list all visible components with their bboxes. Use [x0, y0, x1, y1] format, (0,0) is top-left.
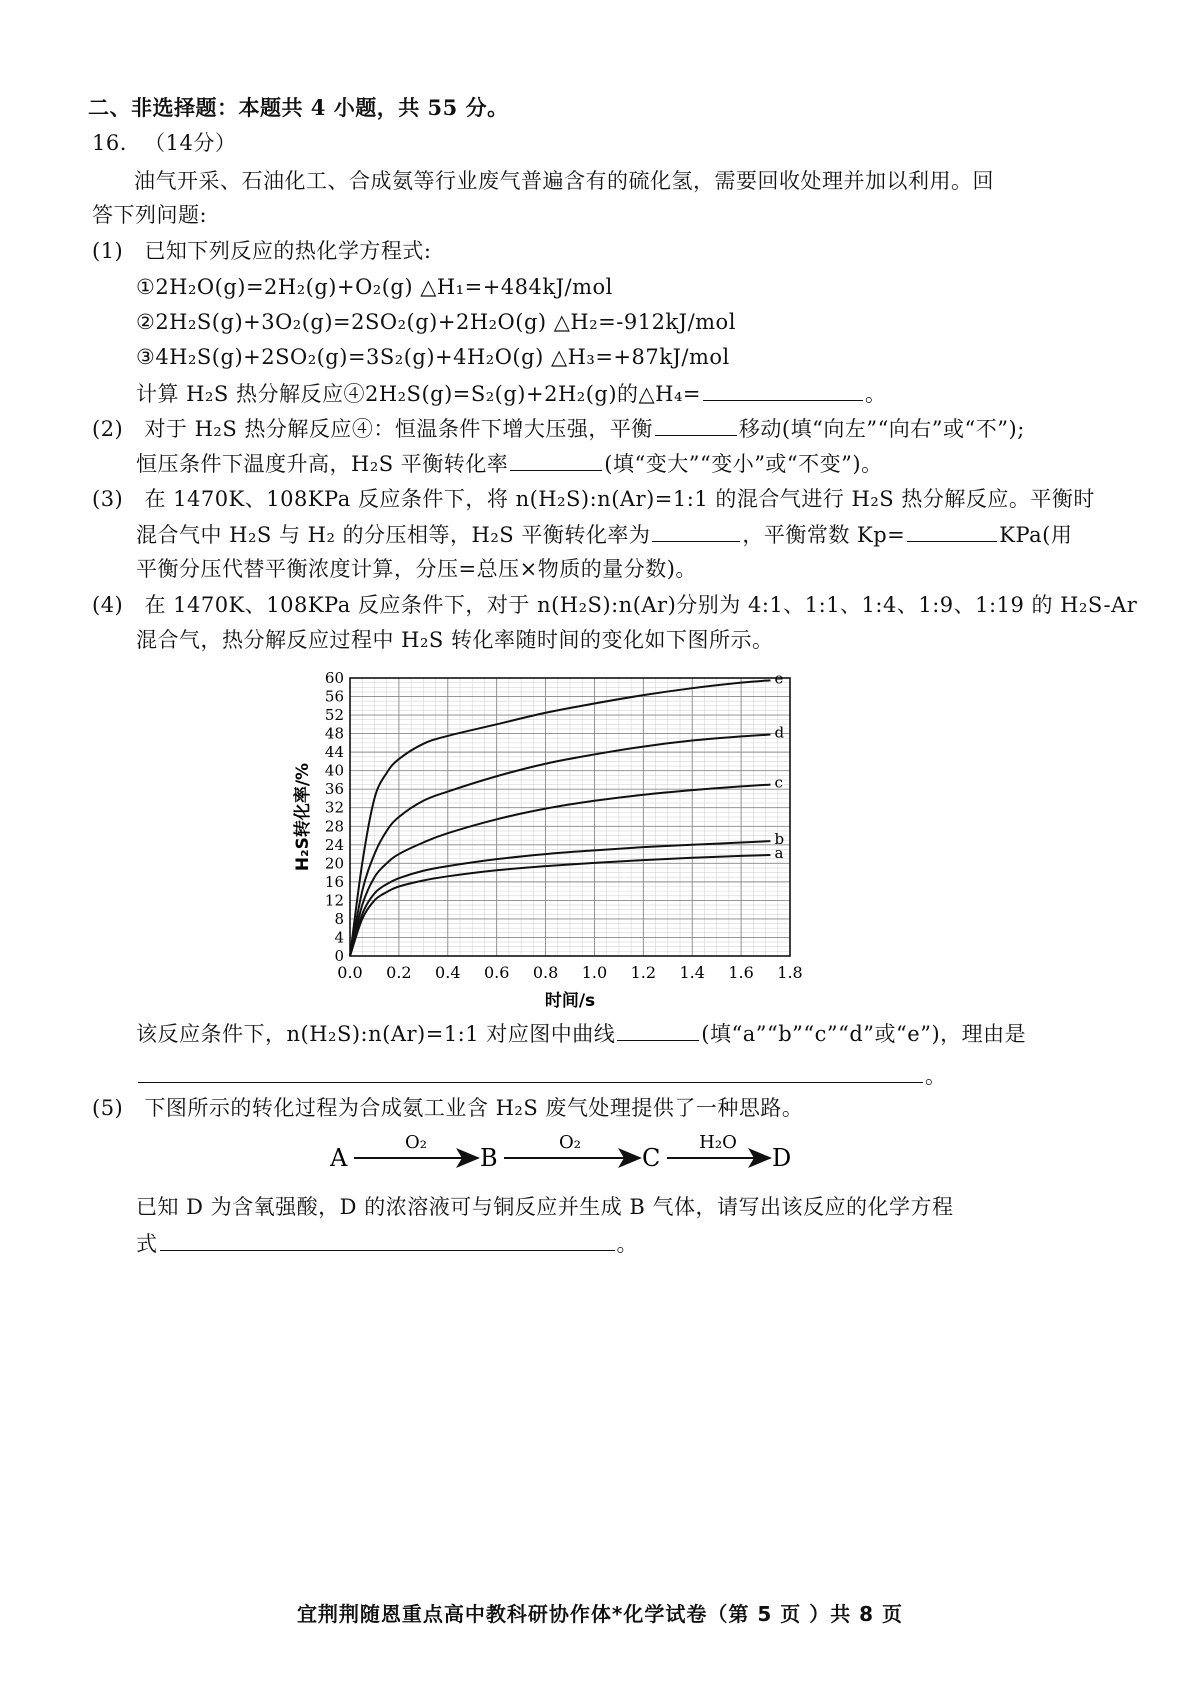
y-tick-label: 28: [324, 817, 344, 836]
y-tick-label: 8: [334, 909, 344, 928]
series-label-c: c: [774, 773, 783, 792]
part-4-reason-line: [136, 1060, 947, 1091]
flow-node-b: B: [480, 1144, 498, 1172]
y-tick-label: 44: [324, 743, 344, 762]
x-axis-title: 时间/s: [544, 991, 596, 1011]
part-2-text-a: 对于 H₂S 热分解反应④：恒温条件下增大压强，平衡: [144, 417, 653, 441]
y-tick-label: 56: [324, 687, 344, 706]
y-tick-label: 12: [324, 891, 344, 910]
y-tick-label: 40: [324, 761, 344, 780]
y-tick-label: 48: [324, 724, 344, 743]
question-num-label: 16.: [92, 131, 127, 155]
equation-2: ②2H₂S(g)+3O₂(g)=2SO₂(g)+2H₂O(g) △H₂=-912kJ/mol: [136, 310, 736, 334]
y-tick-label: 24: [324, 835, 344, 854]
equation-1: ①2H₂O(g)=2H₂(g)+O₂(g) △H₁=+484kJ/mol: [136, 275, 613, 299]
part-1-number: (1): [92, 239, 124, 263]
flow-reagent-2: O₂: [559, 1132, 581, 1153]
part-3-line-1: [92, 484, 1095, 514]
part-4-number: (4): [92, 593, 124, 617]
x-tick-label: 1.6: [728, 963, 754, 982]
flow-reagent-3: H₂O: [699, 1132, 737, 1153]
part-4-line-2: 混合气，热分解反应过程中 H₂S 转化率随时间的变化如下图所示。: [136, 628, 774, 652]
flow-svg: [330, 1128, 850, 1188]
x-tick-label: 0.4: [435, 963, 461, 982]
flow-node-d: D: [772, 1144, 792, 1172]
part-4-question: [136, 1018, 1026, 1049]
part-3-text-d: KPa(用: [999, 523, 1073, 547]
question-number: [92, 128, 236, 158]
part-2-text-c: 恒压条件下温度升高，H₂S 平衡转化率: [136, 452, 509, 476]
part-5-text-a: 下图所示的转化过程为合成氨工业含 H₂S 废气处理提供了一种思路。: [144, 1096, 804, 1120]
part-4-end: 。: [925, 1064, 947, 1088]
page-footer: 宜荆荆随恩重点高中教科研协作体*化学试卷（第 5 页 ）共 8 页: [296, 1602, 904, 1626]
y-tick-label: 52: [324, 706, 344, 725]
flow-node-a: A: [330, 1144, 348, 1172]
x-tick-label: 0.2: [386, 963, 412, 982]
y-tick-label: 16: [324, 872, 344, 891]
series-line-b: [350, 841, 770, 956]
x-tick-label: 1.4: [679, 963, 705, 982]
part-3-number: (3): [92, 487, 124, 511]
part-2-text-d: (填“变大”“变小”或“不变”)。: [604, 452, 883, 476]
flow-reagent-1: O₂: [405, 1132, 427, 1153]
calc-end: 。: [865, 382, 887, 406]
part-5-text-c: 式: [136, 1232, 158, 1256]
intro-line-2: 答下列问题:: [92, 203, 208, 227]
part-4-question-text-2: (填“a”“b”“c”“d”或“e”)，理由是: [701, 1022, 1027, 1046]
calc-text: 计算 H₂S 热分解反应④2H₂S(g)=S₂(g)+2H₂(g)的△H₄=: [136, 382, 701, 406]
part-1-text: 已知下列反应的热化学方程式:: [144, 239, 432, 263]
part-3-text-a: 在 1470K、108KPa 反应条件下，将 n(H₂S):n(Ar)=1:1 的混合气进行 H₂S 热分解反应。平衡时: [144, 487, 1095, 511]
x-tick-label: 0.8: [532, 963, 559, 982]
conversion-chart-svg: [290, 660, 820, 1020]
y-tick-label: 0: [334, 947, 344, 965]
answer-blank-equation[interactable]: [160, 1228, 615, 1251]
answer-blank-conversion[interactable]: [510, 448, 602, 471]
answer-blank-equilibrium-conversion[interactable]: [652, 519, 740, 542]
answer-blank-kp[interactable]: [907, 519, 997, 542]
x-tick-label: 0.0: [337, 963, 363, 982]
equation-3: ③4H₂S(g)+2SO₂(g)=3S₂(g)+4H₂O(g) △H₃=+87kJ/mol: [136, 345, 730, 369]
part-3-text-b: 混合气中 H₂S 与 H₂ 的分压相等，H₂S 平衡转化率为: [136, 523, 651, 547]
part-2-text-b: 移动(填“向左”“向右”或“不”);: [738, 417, 1025, 441]
x-tick-label: 1.0: [581, 963, 608, 982]
series-line-c: [350, 785, 770, 956]
flow-node-c: C: [642, 1144, 661, 1172]
part-4-line-1: [92, 590, 1137, 620]
y-axis-title: H₂S转化率/%: [293, 762, 313, 872]
chart-grid: [350, 678, 790, 956]
series-label-d: d: [774, 723, 785, 742]
part-2-number: (2): [92, 417, 124, 441]
series-label-a: a: [774, 843, 784, 862]
part-4-question-text: 该反应条件下，n(H₂S):n(Ar)=1:1 对应图中曲线: [136, 1022, 616, 1046]
intro-line-1: 油气开采、石油化工、合成氨等行业废气普遍含有的硫化氢，需要回收处理并加以利用。回: [134, 169, 994, 193]
part-3-line-3: 平衡分压代替平衡浓度计算，分压=总压×物质的量分数)。: [136, 557, 697, 581]
y-tick-label: 60: [324, 669, 344, 687]
part-2-line-1: [92, 413, 1025, 444]
x-tick-label: 1.8: [777, 963, 803, 982]
part-5-line-3: [136, 1228, 638, 1259]
part-5-end: 。: [616, 1232, 638, 1256]
part-3-line-2: [136, 519, 1072, 550]
conversion-flow-diagram: [330, 1128, 850, 1188]
series-label-e: e: [774, 669, 784, 688]
part-1-calc: [136, 378, 887, 409]
answer-blank-shift[interactable]: [655, 413, 737, 436]
y-tick-label: 36: [324, 780, 344, 799]
series-line-d: [350, 735, 770, 956]
x-tick-label: 1.2: [630, 963, 657, 982]
series-line-a: [350, 855, 770, 956]
part-4-text-a: 在 1470K、108KPa 反应条件下，对于 n(H₂S):n(Ar)分别为 4:1、1:1、1:4、1:9、1:19 的 H₂S-Ar: [144, 593, 1138, 617]
part-1-heading: [92, 236, 432, 266]
part-2-line-2: [136, 448, 883, 479]
part-3-text-c: ，平衡常数 Kp=: [742, 523, 906, 547]
section-title: 二、非选择题：本题共 4 小题，共 55 分。: [88, 95, 509, 120]
answer-blank-reason[interactable]: [138, 1060, 923, 1083]
x-tick-label: 0.6: [483, 963, 510, 982]
answer-blank-curve[interactable]: [617, 1018, 699, 1041]
y-tick-label: 20: [324, 854, 344, 873]
question-score: （14分）: [144, 131, 237, 155]
y-tick-label: 32: [324, 798, 344, 817]
part-5-line-1: [92, 1093, 803, 1123]
y-tick-label: 4: [334, 928, 344, 947]
series-line-e: [350, 680, 770, 956]
part-5-number: (5): [92, 1096, 124, 1120]
part-5-line-2: 已知 D 为含氧强酸，D 的浓溶液可与铜反应并生成 B 气体，请写出该反应的化学方程: [136, 1195, 954, 1219]
series-label-b: b: [774, 830, 785, 849]
answer-blank-dh4[interactable]: [703, 378, 863, 401]
chart-series: [350, 680, 770, 956]
conversion-chart: [290, 660, 820, 1020]
